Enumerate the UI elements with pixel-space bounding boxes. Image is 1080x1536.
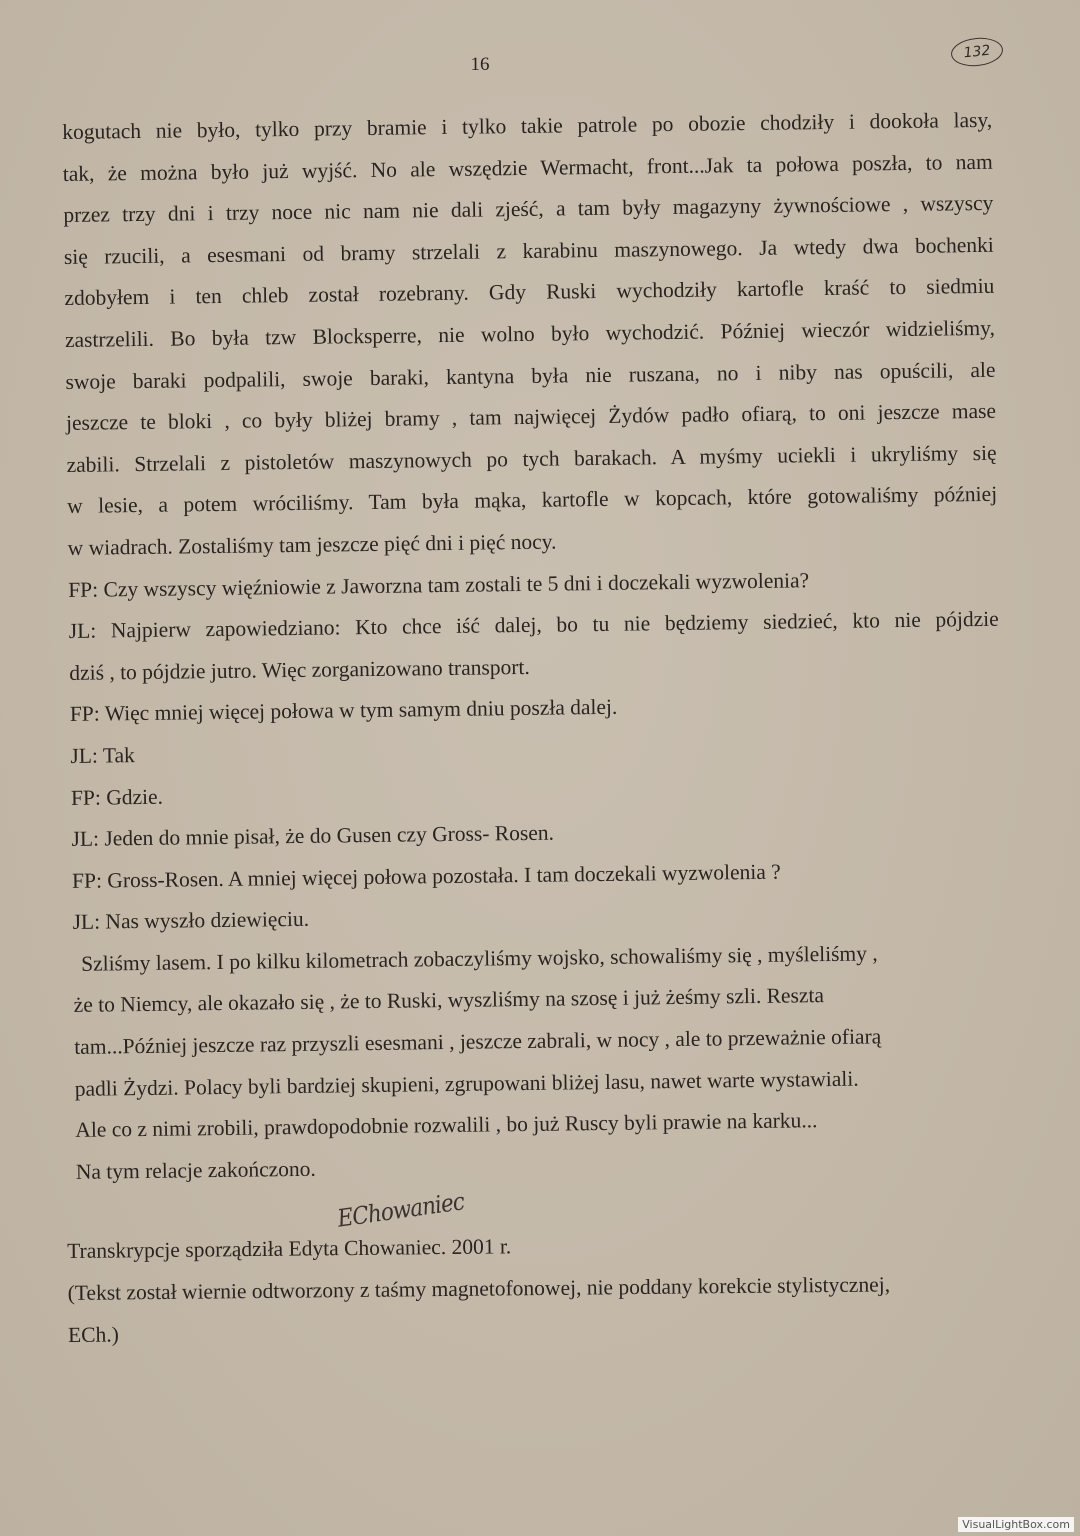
dialogue-line-jl: JL: Tak bbox=[70, 743, 135, 768]
transcriber-credit: Transkrypcje sporządziła Edyta Chowaniec. 2001 r. bbox=[67, 1234, 512, 1263]
text-line: zdobyłem i ten chleb został rozebrany. Gdy Ruski wychodziły kartofle kraść to siedmiu bbox=[64, 274, 995, 311]
text-line: Ale co z nimi zrobili, prawdopodobnie rozwalili , bo już Ruscy byli prawie na karku... bbox=[75, 1108, 818, 1143]
dialogue-line-fp: FP: Czy wszyscy więźniowie z Jaworzna tam zostali te 5 dni i doczekali wyzwolenia? bbox=[68, 567, 810, 602]
text-line: się rzucili, a esesmani od bramy strzelali z karabinu maszynowego. Ja wtedy dwa bochenki bbox=[63, 232, 994, 269]
text-line: w wiadrach. Zostaliśmy tam jeszcze pięć dni i pięć nocy. bbox=[67, 529, 557, 560]
text-line: zabili. Strzelali z pistoletów maszynowych po tych barakach. A myśmy uciekli i ukryliśmy się bbox=[66, 440, 997, 477]
dialogue-line-jl: JL: Najpierw zapowiedziano: Kto chce iść dalej, bo tu nie będziemy siedzieć, kto nie pójdzie bbox=[68, 606, 999, 644]
archive-number-stamp: 132 bbox=[950, 35, 1005, 68]
transcription-note bbox=[67, 1220, 998, 1356]
text-line: tam...Później jeszcze raz przyszli esesmani , jeszcze zabrali, w nocy , ale to przeważnie ofiarą bbox=[74, 1024, 882, 1059]
text-line: zastrzelili. Bo była tzw Blocksperre, nie wolno było wychodzić. Później wieczór widzieliśmy, bbox=[64, 315, 996, 352]
closing-line: Na tym relacje zakończono. bbox=[75, 1156, 316, 1184]
dialogue-line-jl: JL: Nas wyszło dziewięciu. bbox=[72, 907, 310, 935]
text-line: padli Żydzi. Polacy byli bardziej skupieni, zgrupowani bliżej lasu, nawet warte wystawiali. bbox=[74, 1066, 859, 1101]
text-line: jeszcze te bloki , co były bliżej bramy , tam najwięcej Żydów padło ofiarą, to oni jeszcze mase bbox=[65, 398, 997, 436]
dialogue-line-fp: FP: Więc mniej więcej połowa w tym samym dniu poszła dalej. bbox=[69, 695, 618, 727]
text-line: kogutach nie było, tylko przy bramie i tylko takie patrole po obozie chodziły i dookoła lasy, bbox=[62, 107, 993, 144]
page-number: 16 bbox=[470, 54, 490, 75]
text-line: przez trzy dni i trzy noce nic nam nie dali zjeść, a tam były magazyny żywnościowe , wszyscy bbox=[63, 191, 994, 228]
fidelity-note: (Tekst został wiernie odtworzony z taśmy magnetofonowej, nie poddany korekcie stylistycznej, bbox=[67, 1272, 891, 1305]
text-line: że to Niemcy, ale okazało się , że to Ruski, wyszliśmy na szosę i już żeśmy szli. Reszta bbox=[73, 983, 825, 1018]
text-line: tak, że można było już wyjść. No ale wszędzie Wermacht, front...Jak ta połowa poszła, to nam bbox=[62, 149, 993, 186]
text-line: dziś , to pójdzie jutro. Więc zorganizowano transport. bbox=[69, 654, 530, 685]
text-line: swoje baraki podpalili, swoje baraki, kantyna była nie ruszana, no i niby nas opuścili, ale bbox=[65, 357, 996, 394]
transcript-body bbox=[62, 100, 1006, 1194]
text-line: w lesie, a potem wróciliśmy. Tam była mąka, kartofle w kopcach, które gotowaliśmy później bbox=[67, 482, 998, 519]
handwritten-signature: EChowaniec bbox=[335, 1187, 466, 1233]
dialogue-line-jl: JL: Jeden do mnie pisał, że do Gusen czy Gross- Rosen. bbox=[71, 820, 555, 852]
text-line: Szliśmy lasem. I po kilku kilometrach zobaczyliśmy wojsko, schowaliśmy się , myśleliśmy , bbox=[80, 941, 878, 976]
dialogue-line-fp: FP: Gross-Rosen. A mniej więcej połowa pozostała. I tam doczekali wyzwolenia ? bbox=[71, 859, 781, 893]
fidelity-note-end: ECh.) bbox=[67, 1322, 119, 1347]
dialogue-line-fp: FP: Gdzie. bbox=[70, 784, 164, 810]
watermark: VisualLightBox.com bbox=[958, 1517, 1074, 1532]
